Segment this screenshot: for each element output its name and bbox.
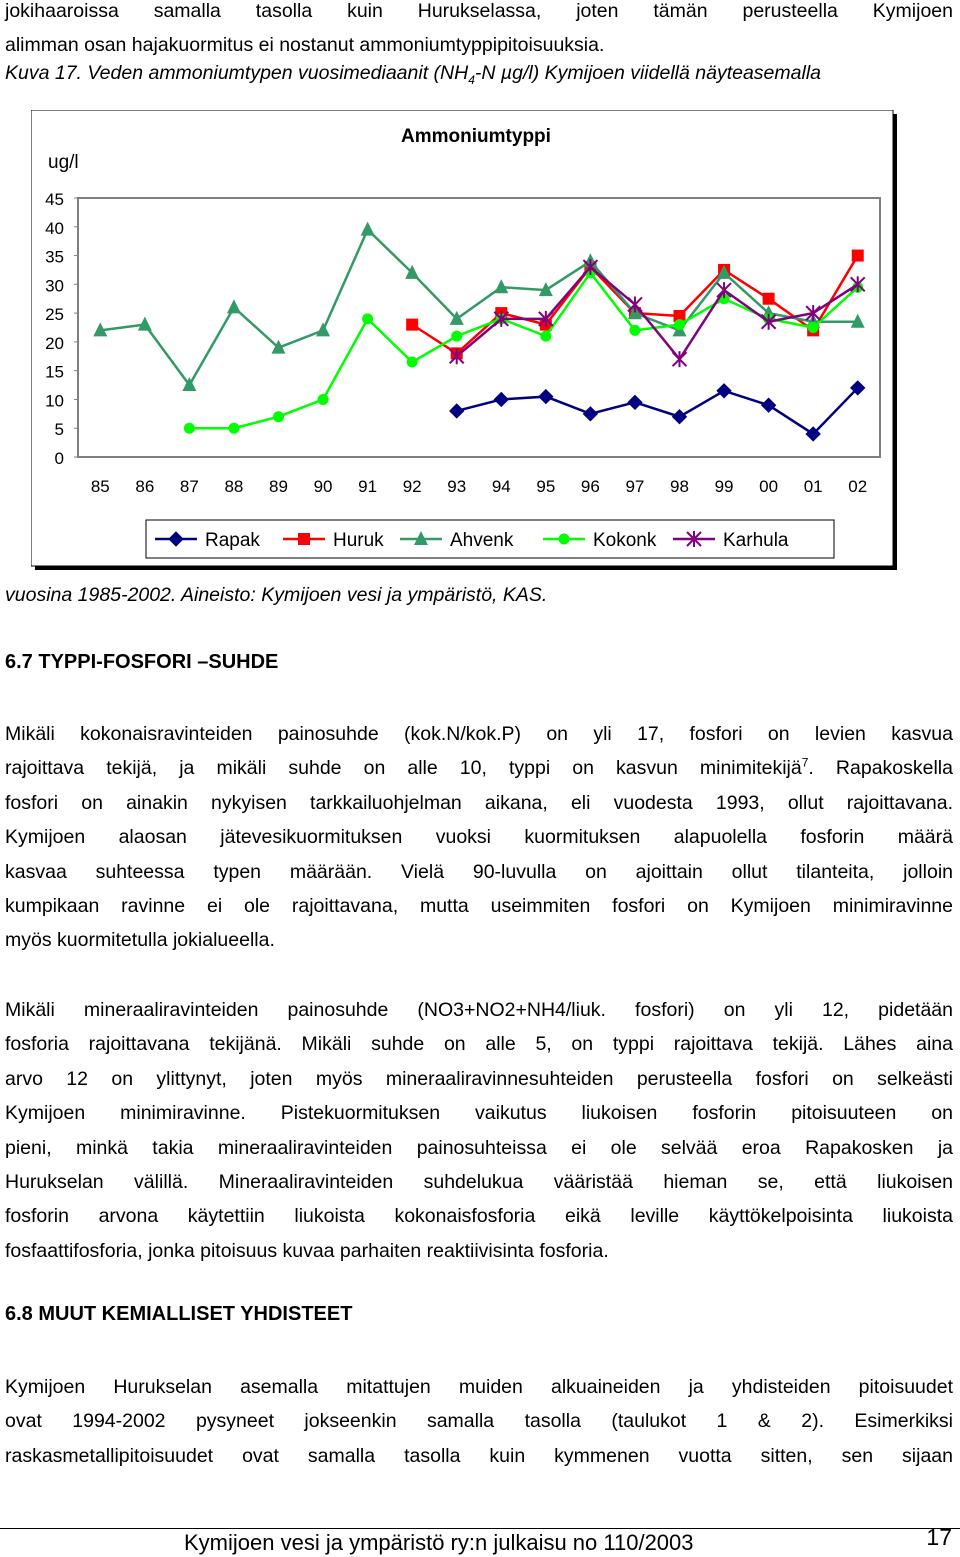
series-kokonk-point [407, 357, 418, 368]
series-kokonk-point [451, 331, 462, 342]
caption-subscript: 4 [468, 72, 475, 87]
x-tick-label: 88 [224, 477, 244, 496]
x-tick-label: 97 [625, 477, 645, 496]
ammonium-chart [31, 110, 899, 572]
section-heading-6-7: 6.7 TYPPI-FOSFORI –SUHDE [5, 651, 279, 673]
series-kokonk-point [629, 325, 640, 336]
legend-kokonk-label: Kokonk [593, 530, 657, 551]
x-tick-label: 00 [759, 477, 779, 496]
x-tick-label: 89 [269, 477, 288, 496]
x-tick-label: 87 [179, 477, 199, 496]
paragraph-line: Kymijoen Hurukselan asemalla mitattujen muiden alkuaineiden ja yhdisteiden pitoisuudet [5, 1376, 953, 1398]
legend-kokonk-point [559, 534, 570, 545]
paragraph-line: Kymijoen alaosan jätevesikuormituksen vuoksi kuormituksen alapuolella fosforin määrä [5, 826, 953, 849]
chart-svg [31, 110, 899, 572]
paragraph-line [5, 751, 953, 785]
paragraph-line: fosforia rajoittavana tekijänä. Mikäli suhde on alle 5, on typpi rajoittava tekijä. Lähes aina [5, 1033, 953, 1056]
y-tick-label: 30 [45, 276, 64, 296]
footer-publication: Kymijoen vesi ja ympäristö ry:n julkaisu no 110/2003 [184, 1530, 694, 1555]
series-huruk-point [852, 250, 864, 262]
paragraph-line: arvo 12 on ylittynyt, joten myös mineraaliravinnesuhteiden perusteella fosfori on selkeästi [5, 1067, 953, 1090]
paragraph-nutrient-ratio [5, 717, 953, 958]
x-tick-label: 02 [848, 477, 868, 496]
figure-caption [5, 62, 821, 85]
paragraph-mineral-ratio [5, 993, 953, 1268]
x-tick-label: 85 [90, 477, 110, 496]
series-kokonk-point [362, 313, 373, 324]
paragraph-line: pieni, minkä takia mineraaliravinteiden painosuhteissa ei ole selvää eroa Rapakosken ja [5, 1136, 953, 1159]
y-tick-label: 25 [45, 305, 64, 325]
intro-line: alimman osan hajakuormitus ei nostanut ammoniumtyppipitoisuuksia. [5, 34, 605, 57]
series-kokonk-point [273, 411, 284, 422]
footnote-ref: 7 [801, 755, 809, 770]
x-tick-label: 98 [670, 477, 689, 496]
y-tick-label: 35 [45, 247, 64, 267]
y-tick-label: 5 [54, 420, 64, 440]
y-tick-label: 20 [45, 333, 64, 353]
y-tick-label: 15 [45, 362, 64, 382]
y-tick-label: 45 [45, 190, 64, 209]
series-kokonk-point [808, 322, 819, 333]
x-tick-label: 95 [536, 477, 556, 496]
x-tick-label: 01 [803, 477, 823, 496]
paragraph-other-compounds [5, 1370, 953, 1473]
paragraph-line: fosfaattifosforia, jonka pitoisuus kuvaa parhaiten reaktiivisinta fosforia. [5, 1239, 609, 1262]
x-tick-label: 86 [135, 477, 155, 496]
figure-caption-tail: vuosina 1985-2002. Aineisto: Kymijoen vesi ja ympäristö, KAS. [5, 584, 548, 606]
series-kokonk-point [540, 331, 551, 342]
paragraph-line: myös kuormitetulla jokialueella. [5, 929, 275, 952]
legend-karhula-label: Karhula [723, 530, 789, 551]
chart-title: Ammoniumtyppi [401, 126, 551, 147]
series-kokonk-point [318, 394, 329, 405]
y-tick-label: 40 [45, 218, 64, 238]
paragraph-line: fosfori on ainakin nykyisen tarkkailuohjelman aikana, eli vuodesta 1993, ollut rajoittavana. [5, 791, 953, 814]
x-tick-label: 91 [358, 477, 378, 496]
paragraph-line: Mikäli mineraaliravinteiden painosuhde (NO3+NO2+NH4/liuk. fosfori) on yli 12, pidetään [5, 999, 953, 1021]
x-tick-label: 94 [491, 477, 511, 496]
caption-text-rest: -N µg/l) Kymijoen viidellä näyteasemalla [474, 62, 821, 84]
series-huruk-point [763, 293, 775, 305]
chart-frame-border [31, 110, 893, 566]
paragraph-line: kasvaa suhteessa typen määrään. Vielä 90-luvulla on ajoittain ollut tilanteita, jolloin [5, 860, 953, 883]
y-axis-label: ug/l [48, 152, 79, 173]
paragraph-line: Hurukselan välillä. Mineraaliravinteiden suhdelukua vääristää hieman se, että liukoisen [5, 1171, 953, 1194]
legend-huruk-label: Huruk [333, 530, 384, 551]
paragraph-line: Kymijoen minimiravinne. Pistekuormituksen vaikutus liukoisen fosforin pitoisuuteen on [5, 1102, 953, 1125]
footer-rule [0, 1528, 960, 1529]
intro-paragraph [5, 0, 953, 63]
legend-huruk-point [298, 533, 310, 545]
series-kokonk-point [184, 423, 195, 434]
x-tick-label: 92 [402, 477, 422, 496]
x-tick-label: 96 [580, 477, 600, 496]
paragraph-line: Mikäli kokonaisravinteiden painosuhde (kok.N/kok.P) on yli 17, fosfori on levien kasvua [5, 723, 953, 745]
x-tick-label: 93 [447, 477, 467, 496]
section-heading-6-8: 6.8 MUUT KEMIALLISET YHDISTEET [5, 1303, 353, 1325]
caption-text: Kuva 17. Veden ammoniumtypen vuosimediaanit (NH [5, 62, 469, 84]
intro-line: jokihaaroissa samalla tasolla kuin Hurukselassa, joten tämän perusteella Kymijoen [5, 0, 953, 22]
legend-rapak-label: Rapak [205, 530, 260, 551]
x-tick-label: 90 [313, 477, 333, 496]
page-number: 17 [926, 1524, 952, 1550]
series-kokonk-point [228, 423, 239, 434]
line-text-tail: . Rapakoskella [808, 757, 953, 780]
paragraph-line: kumpikaan ravinne ei ole rajoittavana, mutta useimmiten fosfori on Kymijoen minimiravinne [5, 895, 953, 918]
paragraph-line: fosforin arvona käytettiin liukoista kokonaisfosforia eikä leville käyttökelpoisinta liukoista [5, 1205, 953, 1228]
series-kokonk-point [674, 319, 685, 330]
paragraph-line: ovat 1994-2002 pysyneet jokseenkin samalla tasolla (taulukot 1 & 2). Esimerkiksi [5, 1410, 953, 1433]
x-tick-label: 99 [714, 477, 734, 496]
y-tick-label: 10 [45, 391, 64, 411]
paragraph-line: raskasmetallipitoisuudet ovat samalla tasolla kuin kymmenen vuotta sitten, sen sijaan [5, 1444, 953, 1467]
legend-ahvenk-label: Ahvenk [450, 530, 514, 551]
y-tick-label: 0 [54, 449, 64, 468]
series-huruk-point [406, 319, 418, 331]
line-text: rajoittava tekijä, ja mikäli suhde on alle 10, typpi on kasvun minimitekijä [5, 757, 802, 780]
